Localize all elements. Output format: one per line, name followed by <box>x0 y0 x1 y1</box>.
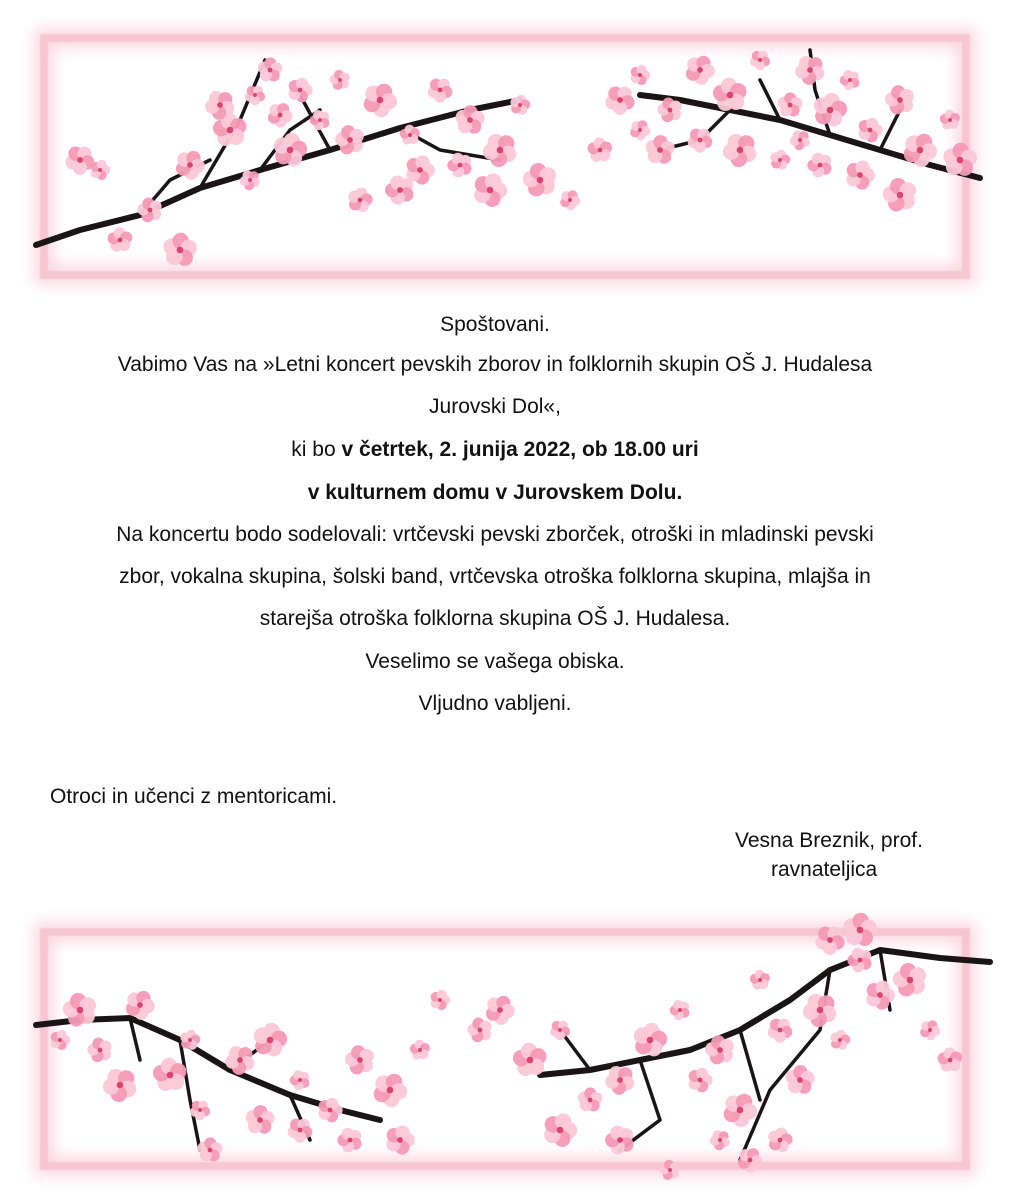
program-line-2: zbor, vokalna skupina, šolski band, vrtčevska otroška folklorna skupina, mlajša in <box>119 565 871 588</box>
event-venue: v kulturnem domu v Jurovskem Dolu. <box>307 481 683 504</box>
event-date-prefix: ki bo <box>291 438 342 461</box>
greeting: Spoštovani. <box>440 313 550 336</box>
looking-forward-line: Veselimo se vašega obiska. <box>365 650 625 673</box>
signatory-name: Vesna Breznik, prof. <box>735 829 923 852</box>
event-date: v četrtek, 2. junija 2022, ob 18.00 uri <box>341 438 699 461</box>
event-date-line <box>0 436 990 464</box>
program-line-1: Na koncertu bodo sodelovali: vrtčevski pevski zborček, otroški in mladinski pevski <box>116 523 874 546</box>
welcome-line: Vljudno vabljeni. <box>418 692 572 715</box>
invite-line-1: Vabimo Vas na »Letni koncert pevskih zborov in folklornih skupin OŠ J. Hudalesa <box>117 353 873 376</box>
invite-line-2: Jurovski Dol«, <box>429 395 561 418</box>
from-children-line: Otroci in učenci z mentoricami. <box>50 785 338 808</box>
program-line-3: starejša otroška folklorna skupina OŠ J. Hudalesa. <box>259 607 731 630</box>
signatory-title: ravnateljica <box>771 858 878 881</box>
